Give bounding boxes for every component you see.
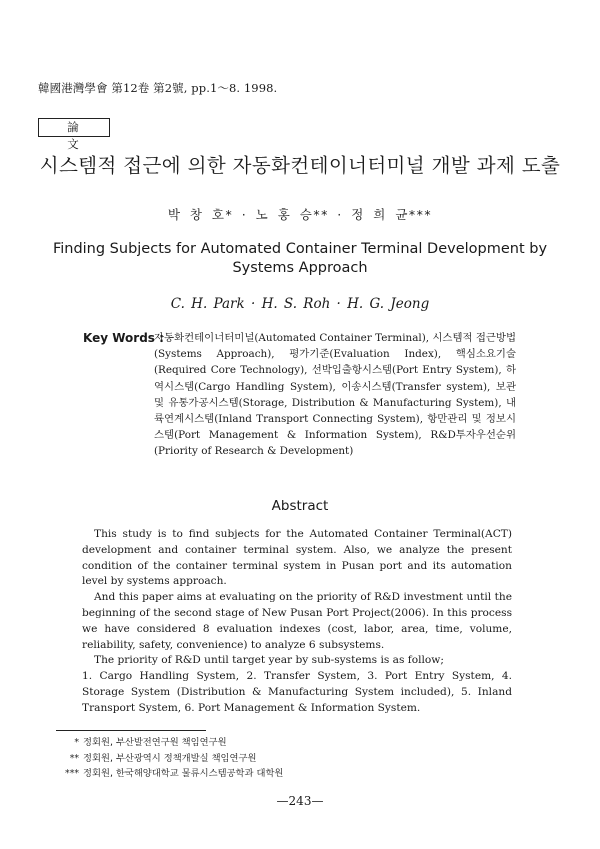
keywords-label: Key Words :: [83, 331, 164, 345]
english-authors: C. H. Park · H. S. Roh · H. G. Jeong: [170, 296, 430, 312]
footnote-divider: [56, 730, 206, 731]
abstract-paragraph: The priority of R&D until target year by sub-systems is as follow;: [94, 654, 444, 667]
footnote-item: [55, 735, 283, 751]
keywords-text: 자동화컨테이너터미널(Automated Container Terminal), 시스템적 접근방법(Systems Approach), 평가기준(Evaluation Index), 핵심소요기술(Required Core Technology), 선박입출항시스템(Port Entry System), 하역시스템(Cargo Handling System), 이송시스템(Transfer system), 보관 및 유통가공시스템(Storage, Distribution & Manufacturing System), 내륙연계시스템(Inland Transport Connecting System), 항만관리 및 정보시스템(Port Management & Information System), R&D투자우선순위(Priority of Research & Development): [154, 332, 516, 458]
footnote-item: [55, 766, 283, 782]
english-title: Finding Subjects for Automated Container Terminal Development by Systems Approach: [52, 241, 548, 276]
footnote-text: 정회원, 한국해양대학교 물류시스템공학과 대학원: [83, 768, 284, 779]
korean-authors: 박 창 호* · 노 홍 승** · 정 희 균***: [167, 207, 433, 222]
abstract-paragraph: And this paper aims at evaluating on the priority of R&D investment until the beginning of the second stage of New Pusan Port Project(2006). In this process we have considered 8 evaluation indexes (cost, labor, area, time, volume, reliability, safety, convenience) to analyze 6 subsystems.: [82, 591, 512, 651]
footnote-mark: *: [74, 737, 79, 748]
abstract-body: [82, 527, 512, 717]
page-number: —243—: [276, 794, 324, 808]
abstract-heading: Abstract: [271, 498, 329, 514]
footnote-mark: ***: [65, 768, 79, 779]
footnote-mark: **: [69, 752, 79, 764]
abstract-paragraph: 1. Cargo Handling System, 2. Transfer System, 3. Port Entry System, 4. Storage System (Distribution & Manufacturing System included), 5. Inland Transport System, 6. Port Management & Information System.: [82, 670, 512, 714]
footnote-text: 정회원, 부산발전연구원 책임연구원: [83, 737, 227, 748]
abstract-paragraph: This study is to find subjects for the Automated Container Terminal(ACT) development and container terminal system. Also, we analyze the present condition of the container terminal system in Pusan port and its automation level by systems approach.: [82, 528, 512, 588]
footnotes: [55, 735, 283, 782]
footnote-text: 정회원, 부산광역시 정책개발실 책임연구원: [83, 752, 257, 764]
journal-citation: 韓國港灣學會 第12卷 第2號, pp.1～8. 1998.: [38, 81, 278, 95]
korean-title: 시스템적 접근에 의한 자동화컨테이너터미널 개발 과제 도출: [39, 154, 561, 177]
footnote-item: [55, 751, 283, 767]
article-category-box: 論 文: [38, 118, 110, 137]
